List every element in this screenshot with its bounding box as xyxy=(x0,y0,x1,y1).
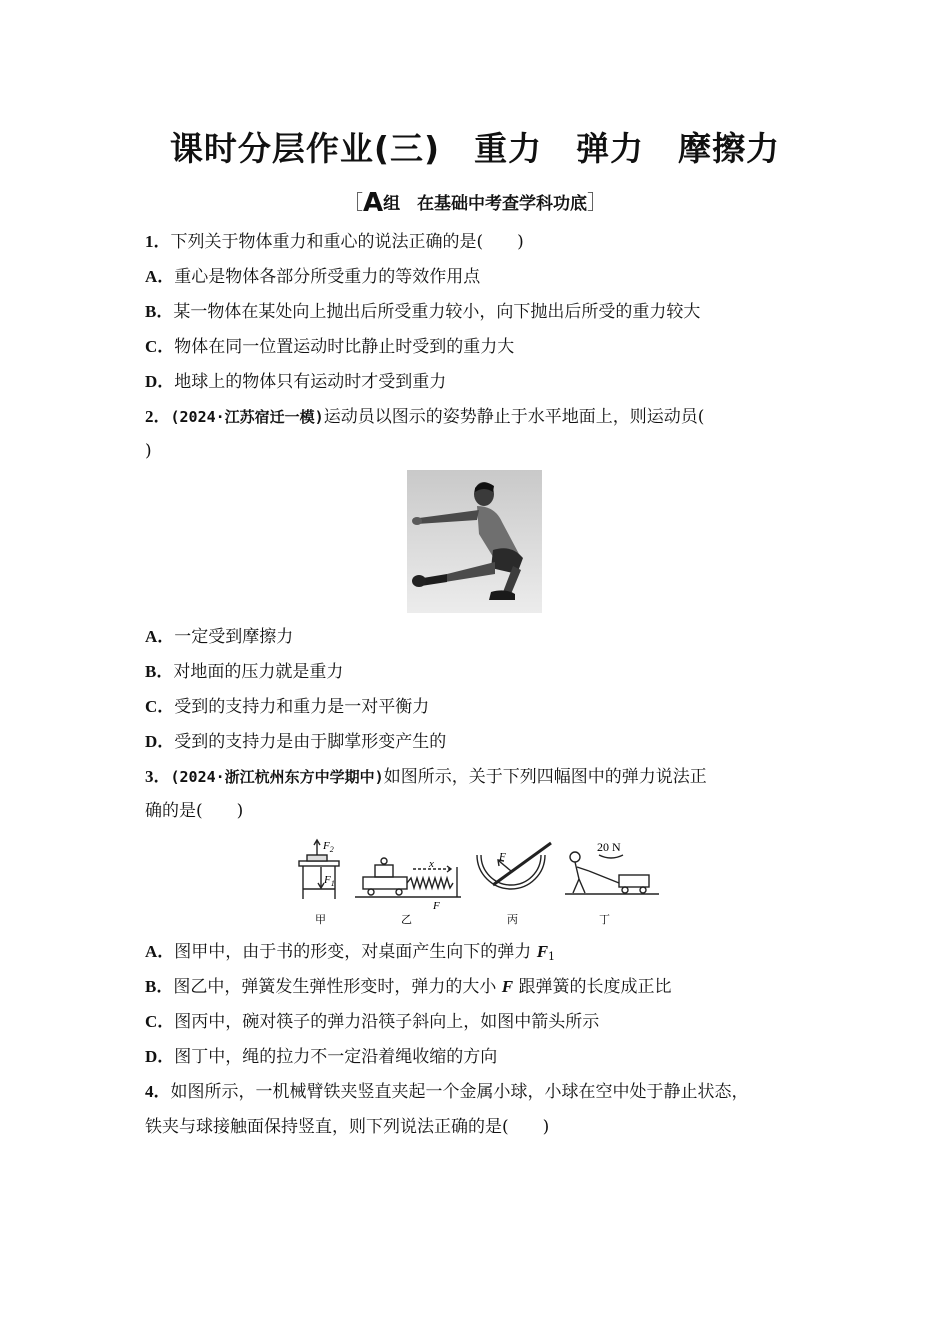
panel-ding xyxy=(565,852,659,894)
x-label: x xyxy=(429,858,434,870)
q4-number: 4． xyxy=(145,1082,171,1101)
label-bing: 丙 xyxy=(507,914,518,926)
q2-d-label: D． xyxy=(145,732,175,751)
q3-a-text: 图甲中，由于书的形变，对桌面产生向下的弹力 xyxy=(174,942,537,962)
q3-b-label: B． xyxy=(145,977,174,996)
group-letter: A xyxy=(362,188,384,218)
f-label-bing: F xyxy=(499,851,506,863)
q2-option-d xyxy=(145,730,825,754)
q1-text: 下列关于物体重力和重心的说法正确的是( ) xyxy=(170,232,524,252)
q1-b-text: 某一物体在某处向上抛出后所受重力较小，向下抛出后所受的重力较大 xyxy=(173,302,701,322)
q2-option-c xyxy=(145,695,825,719)
q2-number: 2． xyxy=(145,407,171,426)
q2-stem-cont: ) xyxy=(145,441,152,461)
q3-option-d xyxy=(145,1045,825,1069)
q1-stem xyxy=(145,230,825,254)
q3-a-label: A． xyxy=(145,942,175,961)
q2-c-label: C． xyxy=(145,697,175,716)
panel-bing xyxy=(477,843,551,889)
q3-source: (2024·浙江杭州东方中学期中) xyxy=(170,768,384,786)
q3-text: 如图所示，关于下列四幅图中的弹力说法正 xyxy=(383,767,707,787)
force-label: 20 N xyxy=(597,840,621,854)
q2-a-text: 一定受到摩擦力 xyxy=(174,627,294,647)
q3-c-label: C． xyxy=(145,1012,175,1031)
q2-option-a xyxy=(145,625,825,649)
q3-d-label: D． xyxy=(145,1047,175,1066)
q3-stem xyxy=(145,765,825,789)
q2-text: 运动员以图示的姿势静止于水平地面上，则运动员( xyxy=(323,407,705,427)
q2-a-label: A． xyxy=(145,627,175,646)
q1-option-c xyxy=(145,335,825,359)
f-label-yi: F xyxy=(433,900,440,912)
q2-b-label: B． xyxy=(145,662,174,681)
q2-b-text: 对地面的压力就是重力 xyxy=(173,662,344,682)
page-title: 课时分层作业(三) 重力 弹力 摩擦力 xyxy=(169,129,781,168)
close-bracket: ］ xyxy=(587,190,608,214)
q1-option-d xyxy=(145,370,825,394)
label-jia: 甲 xyxy=(315,914,326,926)
q3-b-symbol: F xyxy=(501,977,514,996)
q4-text: 如图所示，一机械臂铁夹竖直夹起一个金属小球，小球在空中处于静止状态， xyxy=(170,1082,749,1102)
q3-d-text: 图丁中，绳的拉力不一定沿着绳收缩的方向 xyxy=(174,1047,498,1067)
q1-c-text: 物体在同一位置运动时比静止时受到的重力大 xyxy=(174,337,515,357)
q3-a-symbol: F xyxy=(536,942,549,961)
f2-label: $F_2$ xyxy=(323,840,334,854)
q3-b-text-after: 跟弹簧的长度成正比 xyxy=(513,977,672,997)
q4-stem xyxy=(145,1080,825,1104)
q2-source: (2024·江苏宿迁一模) xyxy=(170,408,324,426)
four-panel-diagram xyxy=(293,837,663,929)
q1-option-b xyxy=(145,300,825,324)
q1-c-label: C． xyxy=(145,337,175,356)
q3-b-text: 图乙中，弹簧发生弹性形变时，弹力的大小 xyxy=(173,977,502,997)
q3-option-c xyxy=(145,1010,825,1034)
q1-option-a xyxy=(145,265,825,289)
group-heading xyxy=(0,186,950,218)
q3-number: 3． xyxy=(145,767,171,786)
panel-yi xyxy=(355,858,461,897)
q4-stem-cont: 铁夹与球接触面保持竖直，则下列说法正确的是( ) xyxy=(145,1117,550,1137)
q1-a-label: A． xyxy=(145,267,175,286)
athlete-photo xyxy=(407,470,542,613)
q2-d-text: 受到的支持力是由于脚掌形变产生的 xyxy=(174,732,447,752)
q1-d-text: 地球上的物体只有运动时才受到重力 xyxy=(174,372,447,392)
q2-c-text: 受到的支持力和重力是一对平衡力 xyxy=(174,697,430,717)
label-ding: 丁 xyxy=(599,914,610,926)
q1-number: 1． xyxy=(145,232,171,251)
q3-a-subscript: 1 xyxy=(548,950,556,963)
group-label: 组 在基础中考查学科功底 xyxy=(383,194,588,214)
q3-option-b xyxy=(145,975,825,999)
open-bracket: ［ xyxy=(342,190,363,214)
q1-a-text: 重心是物体各部分所受重力的等效作用点 xyxy=(174,267,481,287)
q1-b-label: B． xyxy=(145,302,174,321)
q2-option-b xyxy=(145,660,825,684)
f1-label: $F_1$ xyxy=(324,874,335,888)
q3-option-a xyxy=(145,940,825,969)
q1-d-label: D． xyxy=(145,372,175,391)
q3-stem-cont: 确的是( ) xyxy=(145,801,244,821)
q2-stem xyxy=(145,405,825,429)
label-yi: 乙 xyxy=(401,914,412,926)
q3-c-text: 图丙中，碗对筷子的弹力沿筷子斜向上，如图中箭头所示 xyxy=(174,1012,600,1032)
